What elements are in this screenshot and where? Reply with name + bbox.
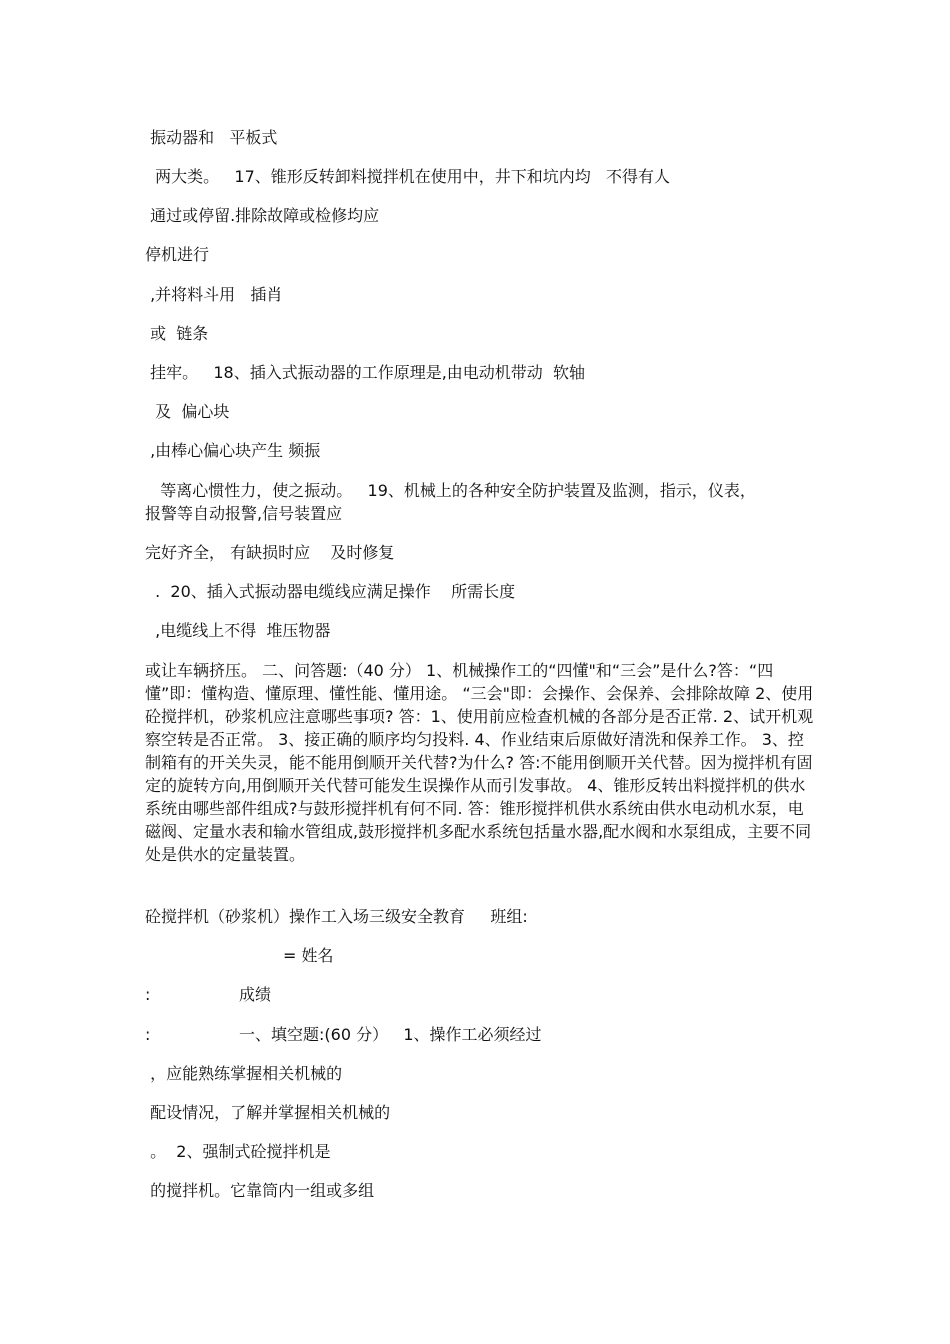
text-line: ,由棒心偏心块产生 频振 — [145, 441, 321, 460]
section-title: 砼搅拌机（砂浆机）操作工入场三级安全教育 班组: — [145, 907, 528, 926]
text-line: 或 链条 — [145, 324, 209, 343]
qa-paragraph: 或让车辆挤压。 二、问答题:（40 分） 1、机械操作工的“四懂"和“三会”是什么?答：“四懂”即：懂构造、懂原理、懂性能、懂用途。 “三会"即：会操作、会保养、会排除故障 2、使用砼搅拌机，砂浆机应注意哪些事项? 答：1、使用前应检查机械的各部分是否正常. 2、试开机观察空转是否正常。 3、接正确的顺序均匀投料. 4、作业结束后原做好清洗和保养工作。 3、控制箱有的开关失灵，能不能用倒顺开关代替?为什么? 答:不能用倒顺开关代替。因为搅拌机有固定的旋转方向,用倒顺开关代替可能发生误操作从而引发事故。 4、锥形反转出料搅拌机的供水系统由哪些部件组成?与鼓形搅拌机有何不同. 答：锥形搅拌机供水系统由供水电动机水泵，电磁阀、定量水表和输水管组成,鼓形搅拌机多配水系统包括量水器,配水阀和水泵组成，主要不同处是供水的定量装置。 — [145, 661, 814, 864]
name-label: = 姓名 — [283, 946, 334, 965]
text-line: 振动器和 平板式 — [145, 128, 278, 147]
text-line: 。 2、强制式砼搅拌机是 — [145, 1142, 331, 1161]
fill-in-heading: 一、填空题:(60 分） 1、操作工必须经过 — [239, 1025, 542, 1044]
text-line: 等离心惯性力，使之振动。 19、机械上的各种安全防护装置及监测，指示，仪表， — [145, 481, 756, 500]
text-line: ,并将料斗用 插肖 — [145, 285, 283, 304]
text-line: 完好齐全， 有缺损时应 及时修复 — [145, 543, 395, 562]
colon-mark: : — [145, 1025, 151, 1044]
colon-mark: : — [145, 985, 151, 1004]
text-line: ,电缆线上不得 堆压物器 — [145, 621, 331, 640]
text-line: 及 偏心块 — [145, 402, 230, 421]
text-line: 挂牢。 18、插入式振动器的工作原理是,由电动机带动 软轴 — [145, 363, 585, 382]
text-line: 停机进行 — [145, 245, 210, 264]
score-label: 成绩 — [239, 985, 272, 1004]
text-line: 通过或停留.排除故障或检修均应 — [145, 206, 380, 225]
text-line: 配设情况，了解并掌握相关机械的 — [145, 1103, 391, 1122]
text-line: 两大类。 17、锥形反转卸料搅拌机在使用中，井下和坑内均 不得有人 — [145, 167, 671, 186]
text-line: ，应能熟练掌握相关机械的 — [145, 1064, 343, 1083]
text-line: 报警等自动报警,信号装置应 — [145, 504, 343, 523]
text-line: 的搅拌机。它靠筒内一组或多组 — [145, 1181, 375, 1200]
text-line: . 20、插入式振动器电缆线应满足操作 所需长度 — [145, 582, 516, 601]
